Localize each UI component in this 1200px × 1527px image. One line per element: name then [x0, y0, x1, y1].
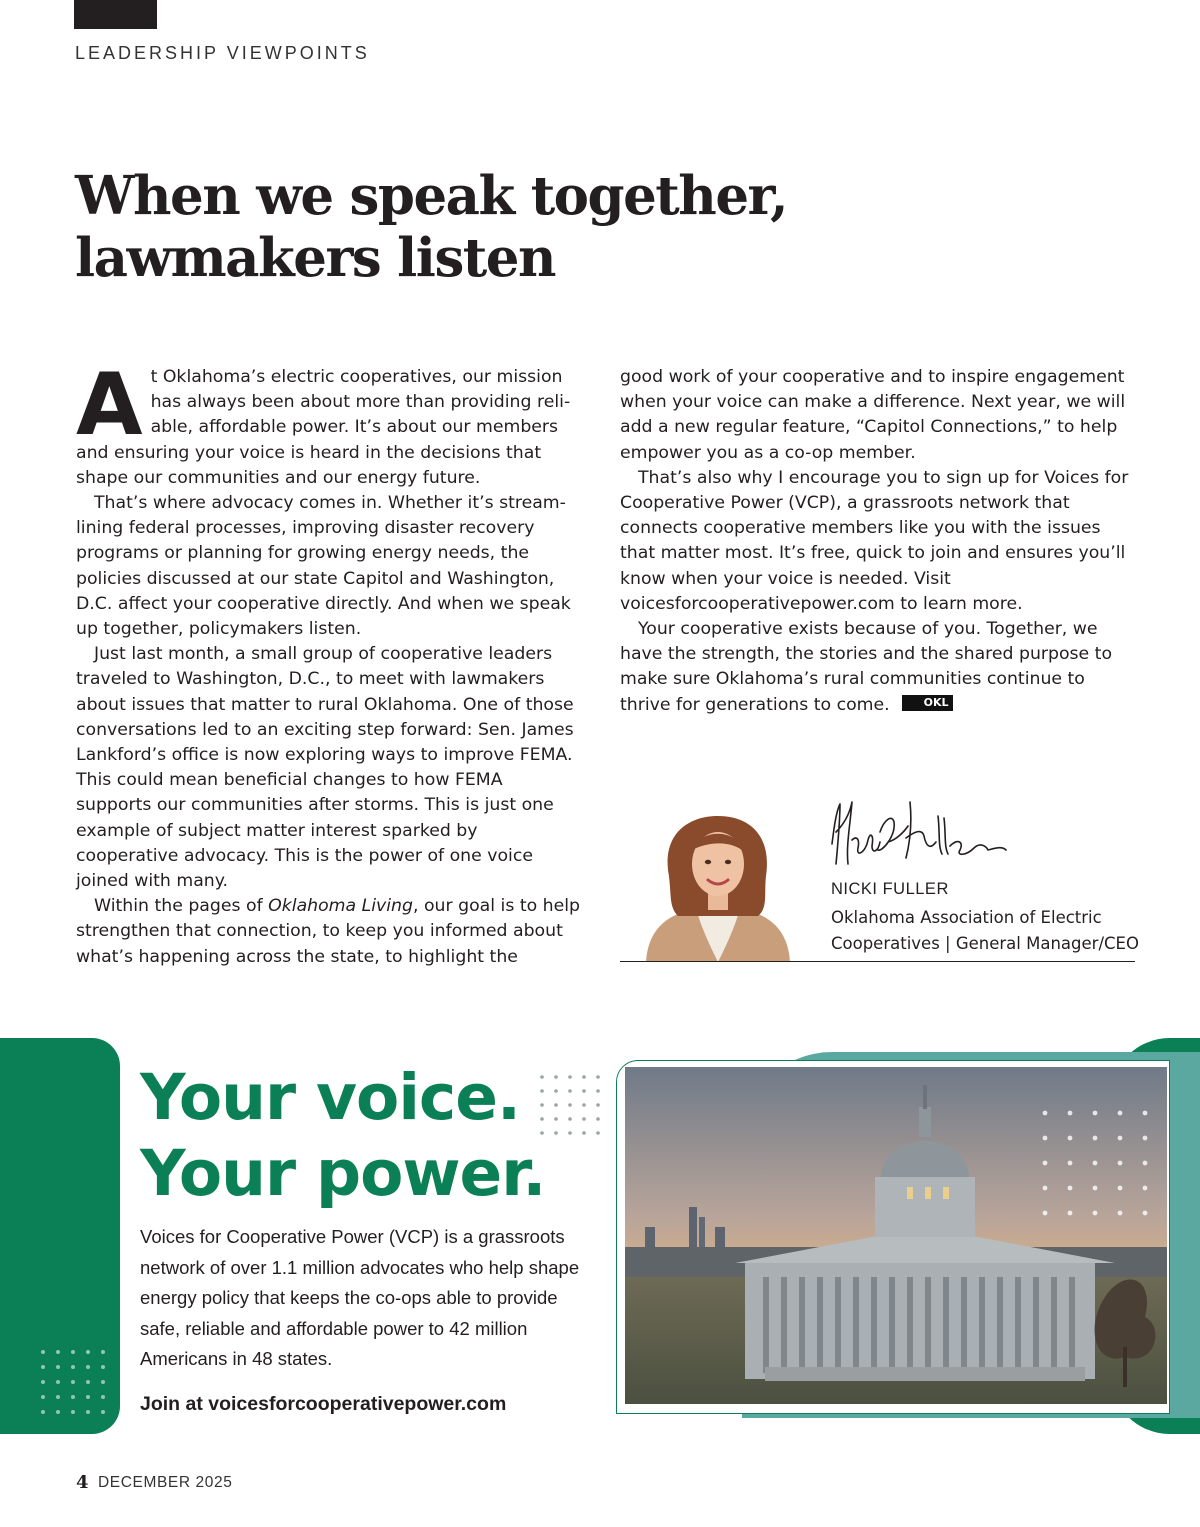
paragraph-6-text: Your cooperative exists because of you. Together, we have the strength, the stories and the shared purpose to make sure Oklahoma’s rural communities continue to thrive for generations to come. — [620, 619, 1113, 715]
signature-mark — [826, 792, 1016, 872]
paragraph-4-start — [76, 894, 582, 970]
author-title — [831, 905, 1151, 957]
paragraph-1 — [76, 355, 582, 491]
promo-body: Voices for Cooperative Power (VCP) is a grassroots network of over 1.1 million advocates who help shape energy policy that keeps the co-ops able to provide safe, reliable and affordable power to 42 million Americans in 48 states. — [140, 1226, 580, 1369]
dot-pattern-left — [38, 1347, 108, 1417]
promo-headline — [140, 1060, 610, 1212]
paragraph-4-before: Within the pages of — [94, 896, 269, 917]
headline-line-1: When we speak together, — [75, 165, 788, 227]
drop-cap: A — [76, 355, 143, 455]
okl-end-mark: OKL — [902, 695, 953, 711]
paragraph-4-after: , our goal is to help strengthen that connection, to keep you informed about what’s happening across the state, to highlight the — [76, 896, 581, 967]
dot-pattern-photo — [1040, 1108, 1150, 1218]
article-column-left — [76, 355, 582, 970]
author-signature — [826, 792, 1016, 872]
promo-headline-line-2: Your power. — [140, 1137, 546, 1210]
author-title-line-2: Cooperatives | General Manager/CEO — [831, 934, 1139, 953]
page-number: 4 — [76, 1472, 89, 1493]
signature-rule — [620, 961, 1135, 962]
article-column-right-content — [620, 365, 1130, 718]
paragraph-1-text: t Oklahoma’s electric cooperatives, our mission has always been about more than providing reliable, affordable power. It’s about our members and ensuring your voice is heard in the decisions that shape our communities and our energy future. — [76, 367, 571, 488]
article-headline — [75, 165, 875, 289]
paragraph-3: Just last month, a small group of cooperative leaders traveled to Washington, D.C., to meet with lawmakers about issues that matter to rural Oklahoma. One of those conversations led to an exciting step forward: Sen. James Lankford’s office is now exploring ways to improve FEMA. This could mean beneficial changes to how FEMA supports our communities after storms. This is just one example of subject matter interest sparked by cooperative advocacy. This is the power of one voice joined with many. — [76, 644, 574, 892]
paragraph-2: That’s where advocacy comes in. Whether it’s streamlining federal processes, improving disaster recovery programs or planning for growing energy needs, the policies discussed at our state Capitol and Washington, D.C. affect your cooperative directly. And when we speak up together, policymakers listen. — [76, 493, 571, 640]
paragraph-4-continued — [620, 365, 1130, 466]
author-portrait — [638, 812, 798, 962]
portrait-illustration — [638, 812, 798, 962]
author-name: NICKI FULLER — [831, 880, 949, 898]
magazine-title: Oklahoma Living — [268, 896, 413, 917]
headline-line-2: lawmakers listen — [75, 227, 556, 289]
section-label: LEADERSHIP VIEWPOINTS — [75, 43, 370, 63]
promo-cta: Join at voicesforcooperativepower.com — [140, 1393, 507, 1415]
paragraph-5: That’s also why I encourage you to sign up for Voices for Cooperative Power (VCP), a grassroots network that connects cooperative members like you with the issues that matter most. It’s free, quick to join and ensures you’ll know when your voice is needed. Visit voicesforcooperativepower.com to learn more. — [620, 467, 1129, 614]
paragraph-4-continued-text: good work of your cooperative and to inspire engagement when your voice can make a difference. Next year, we will add a new regular feature, “Capitol Connections,” to help empower you as a co-op member. — [620, 367, 1126, 463]
top-tab-bar — [74, 0, 157, 29]
author-title-line-1: Oklahoma Association of Electric — [831, 908, 1102, 927]
promo-headline-line-1: Your voice. — [140, 1061, 520, 1134]
issue-date: DECEMBER 2025 — [98, 1474, 233, 1491]
paragraph-6 — [620, 617, 1130, 718]
